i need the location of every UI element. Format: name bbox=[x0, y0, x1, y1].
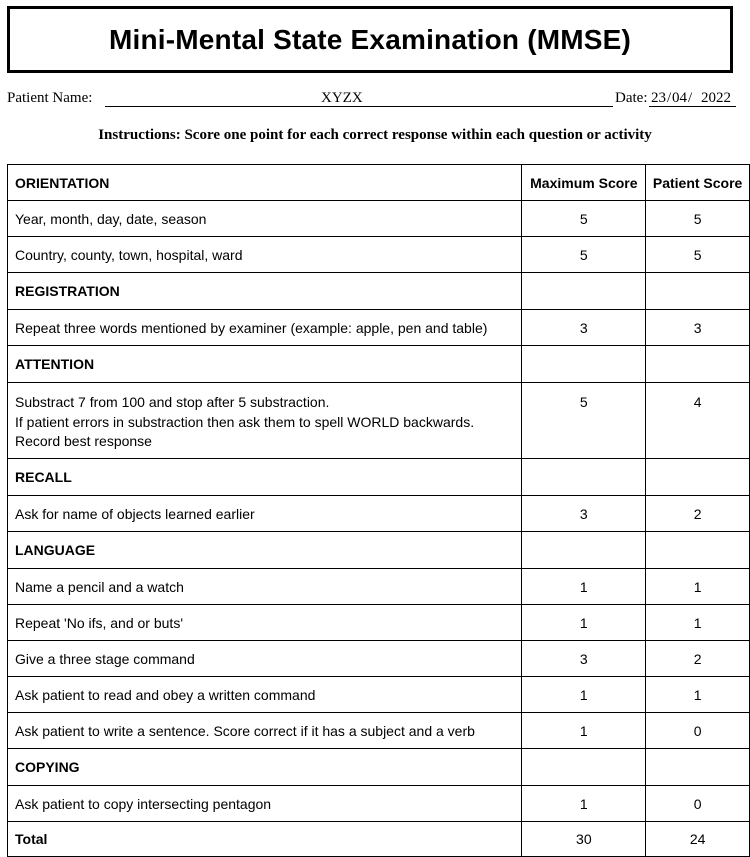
empty-cell bbox=[646, 749, 750, 786]
patient-score-cell: 2 bbox=[646, 641, 750, 677]
empty-cell bbox=[646, 532, 750, 569]
empty-cell bbox=[646, 273, 750, 310]
date-month: 04 bbox=[672, 90, 687, 106]
item-text: Repeat three words mentioned by examiner (example: apple, pen and table) bbox=[8, 310, 522, 346]
patient-score-cell: 3 bbox=[646, 310, 750, 346]
table-row bbox=[8, 786, 750, 822]
total-label: Total bbox=[8, 822, 522, 857]
max-score-cell: 1 bbox=[522, 605, 646, 641]
empty-cell bbox=[522, 273, 646, 310]
title-box bbox=[7, 6, 733, 73]
date-separator-1: / bbox=[667, 90, 672, 106]
item-text: Year, month, day, date, season bbox=[8, 201, 522, 237]
patient-score-cell: 0 bbox=[646, 786, 750, 822]
column-header-patient-score: Patient Score bbox=[646, 165, 750, 201]
empty-cell bbox=[646, 346, 750, 383]
column-header-maximum-score: Maximum Score bbox=[522, 165, 646, 201]
section-row-recall bbox=[8, 459, 750, 496]
patient-score-cell: 5 bbox=[646, 237, 750, 273]
table-row bbox=[8, 310, 750, 346]
table-row bbox=[8, 677, 750, 713]
table-row bbox=[8, 496, 750, 532]
table-row bbox=[8, 641, 750, 677]
max-score-cell: 3 bbox=[522, 496, 646, 532]
page-title: Mini-Mental State Examination (MMSE) bbox=[108, 23, 632, 55]
empty-cell bbox=[522, 532, 646, 569]
table-row bbox=[8, 605, 750, 641]
item-text: Country, county, town, hospital, ward bbox=[8, 237, 522, 273]
patient-score-cell: 4 bbox=[646, 383, 750, 459]
table-row bbox=[8, 237, 750, 273]
patient-name-label: Patient Name: bbox=[7, 90, 93, 106]
item-text: Ask patient to copy intersecting pentagon bbox=[8, 786, 522, 822]
patient-score-cell: 2 bbox=[646, 496, 750, 532]
date-label: Date: bbox=[615, 90, 648, 106]
section-heading-attention: ATTENTION bbox=[8, 346, 522, 383]
item-text: Name a pencil and a watch bbox=[8, 569, 522, 605]
max-score-cell: 1 bbox=[522, 677, 646, 713]
total-row bbox=[8, 822, 750, 857]
total-max-score: 30 bbox=[522, 822, 646, 857]
item-text-line: Record best response bbox=[15, 433, 152, 449]
patient-score-cell: 0 bbox=[646, 713, 750, 749]
patient-score-cell: 5 bbox=[646, 201, 750, 237]
table-header-row bbox=[8, 165, 750, 201]
section-row-attention bbox=[8, 346, 750, 383]
table-row bbox=[8, 569, 750, 605]
empty-cell bbox=[522, 346, 646, 383]
empty-cell bbox=[522, 459, 646, 496]
item-text-line: If patient errors in substraction then ask them to spell WORLD backwards. bbox=[15, 413, 475, 430]
patient-name-value: XYZX bbox=[321, 90, 363, 106]
mmse-table bbox=[7, 164, 750, 857]
section-row-language bbox=[8, 532, 750, 569]
total-patient-score: 24 bbox=[646, 822, 750, 857]
item-text: Ask patient to write a sentence. Score correct if it has a subject and a verb bbox=[8, 713, 522, 749]
item-text: Give a three stage command bbox=[8, 641, 522, 677]
instructions: Instructions: Score one point for each correct response within each question or activity bbox=[98, 127, 652, 143]
section-heading-language: LANGUAGE bbox=[8, 532, 522, 569]
section-row-copying bbox=[8, 749, 750, 786]
item-text-multiline bbox=[8, 383, 522, 459]
max-score-cell: 5 bbox=[522, 237, 646, 273]
section-heading-recall: RECALL bbox=[8, 459, 522, 496]
date-year: 2022 bbox=[701, 90, 731, 106]
table-row bbox=[8, 201, 750, 237]
date-day: 23 bbox=[651, 90, 666, 106]
max-score-cell: 3 bbox=[522, 641, 646, 677]
item-text: Ask for name of objects learned earlier bbox=[8, 496, 522, 532]
max-score-cell: 5 bbox=[522, 201, 646, 237]
max-score-cell: 5 bbox=[522, 383, 646, 459]
table-row bbox=[8, 713, 750, 749]
max-score-cell: 3 bbox=[522, 310, 646, 346]
patient-score-cell: 1 bbox=[646, 677, 750, 713]
section-heading-copying: COPYING bbox=[8, 749, 522, 786]
patient-info-line bbox=[7, 90, 737, 110]
empty-cell bbox=[646, 459, 750, 496]
patient-score-cell: 1 bbox=[646, 569, 750, 605]
section-heading-orientation: ORIENTATION bbox=[8, 165, 522, 201]
item-text-line: Substract 7 from 100 and stop after 5 substraction. bbox=[15, 394, 330, 410]
section-heading-registration: REGISTRATION bbox=[8, 273, 522, 310]
section-row-registration bbox=[8, 273, 750, 310]
empty-cell bbox=[522, 749, 646, 786]
patient-score-cell: 1 bbox=[646, 605, 750, 641]
max-score-cell: 1 bbox=[522, 569, 646, 605]
item-text: Ask patient to read and obey a written command bbox=[8, 677, 522, 713]
max-score-cell: 1 bbox=[522, 786, 646, 822]
max-score-cell: 1 bbox=[522, 713, 646, 749]
date-separator-2: / bbox=[688, 90, 693, 106]
item-text: Repeat 'No ifs, and or buts' bbox=[8, 605, 522, 641]
table-row bbox=[8, 383, 750, 459]
